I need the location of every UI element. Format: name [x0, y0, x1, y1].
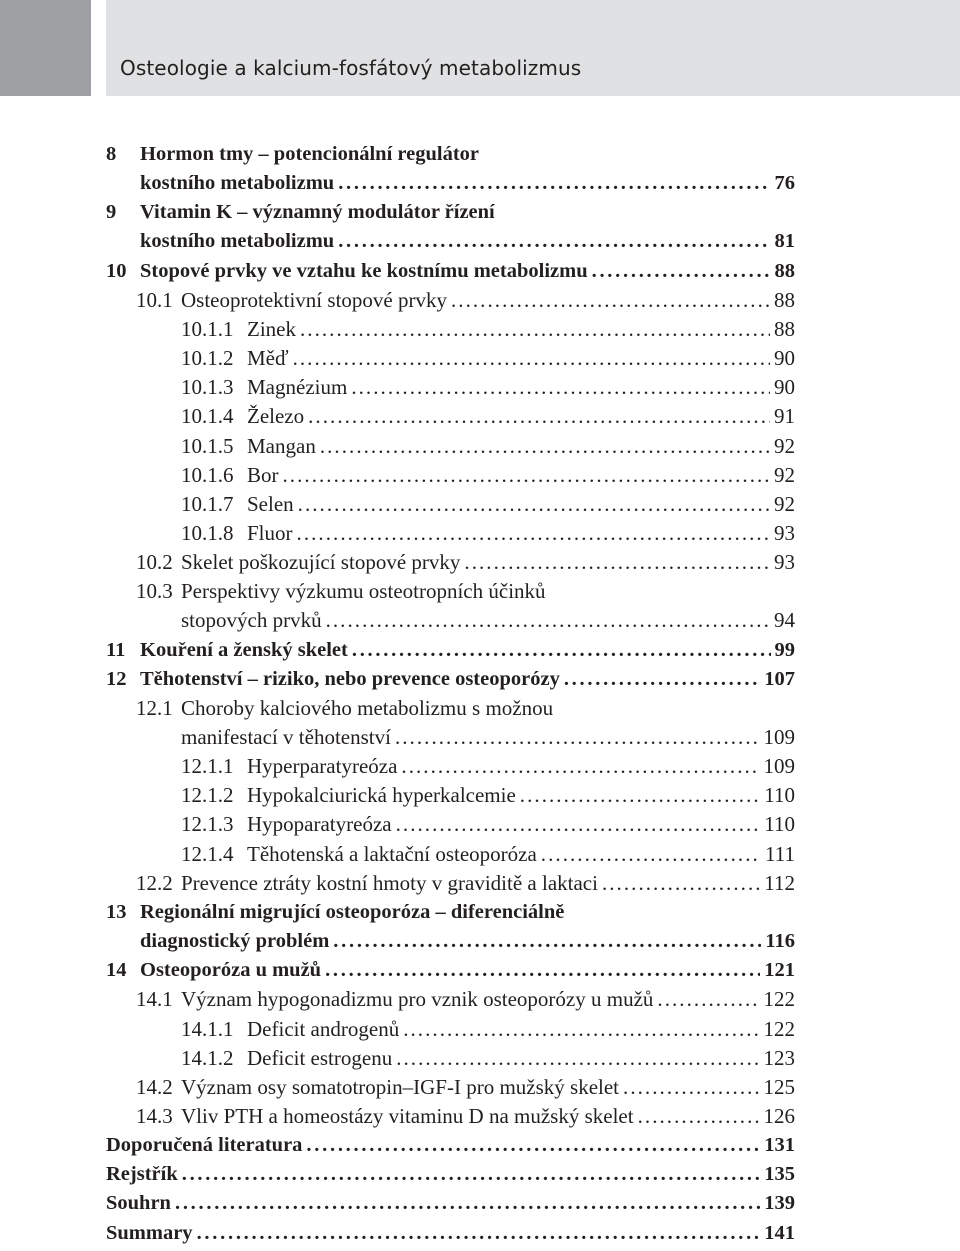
toc-entry[interactable] [106, 665, 795, 694]
toc-entry-title: Regionální migrující osteoporóza – diferenciálně [140, 900, 565, 923]
toc-entry-title: Hypoparatyreóza [247, 812, 392, 837]
toc-entry[interactable] [106, 898, 795, 927]
toc-entry[interactable] [106, 606, 795, 635]
toc-leader-dots [623, 1073, 759, 1102]
toc-page-number: 109 [763, 725, 795, 749]
toc-entry[interactable] [106, 257, 795, 286]
toc-entry-number: 10.3 [136, 579, 173, 604]
toc-leader-dots [352, 636, 771, 665]
toc-entry-title: Prevence ztráty kostní hmoty v graviditě a laktaci [181, 870, 598, 895]
toc-leader-dots [338, 227, 770, 256]
toc-entry-title: Skelet poškozující stopové prvky [181, 550, 461, 575]
toc-entry-title: Hypokalciurická hyperkalcemie [247, 783, 516, 808]
running-head: Osteologie a kalcium-fosfátový metabolizmus [120, 56, 582, 80]
toc-leader-dots [541, 840, 761, 869]
toc-entry-number: 10.2 [136, 550, 173, 575]
toc-entry-title: Doporučená literatura [106, 1134, 303, 1157]
toc-page-number: 112 [764, 870, 795, 895]
toc-page-number: 92 [774, 491, 795, 516]
toc-page-number: 88 [774, 316, 795, 341]
toc-page-number: 135 [764, 1163, 795, 1186]
toc-page-number: 110 [764, 783, 795, 808]
toc-page-number: 111 [765, 841, 795, 866]
toc-entry[interactable] [106, 869, 795, 898]
toc-entry-title: Deficit estrogenu [247, 1045, 393, 1070]
toc-page-number: 81 [774, 230, 795, 253]
toc-leader-dots [451, 286, 770, 315]
toc-page-number: 122 [763, 987, 795, 1012]
toc-entry-title: Osteoporóza u mužů [140, 959, 322, 982]
toc-page-number: 131 [764, 1134, 795, 1157]
toc-page-number: 88 [774, 287, 795, 312]
toc-entry-number: 11 [106, 638, 126, 661]
toc-leader-dots [283, 461, 771, 490]
toc-entry-number: 10.1.1 [181, 316, 234, 341]
toc-entry[interactable] [106, 315, 795, 344]
toc-page-number: 94 [774, 608, 795, 633]
corner-block [0, 0, 91, 96]
toc-entry[interactable] [106, 781, 795, 810]
toc-entry-number: 13 [106, 900, 127, 923]
toc-entry-title: diagnostický problém [140, 930, 330, 953]
toc-entry[interactable] [106, 1102, 795, 1131]
toc-entry-number: 10.1.2 [181, 346, 234, 371]
toc-entry[interactable] [106, 227, 795, 256]
toc-entry-title: Mangan [247, 433, 316, 458]
toc-leader-dots [638, 1102, 760, 1131]
toc-leader-dots [657, 985, 759, 1014]
toc-entry-title: Význam osy somatotropin–IGF-I pro mužský skelet [181, 1074, 620, 1099]
toc-entry-title: kostního metabolizmu [140, 172, 335, 195]
toc-entry-title: stopových prvků [181, 608, 322, 633]
toc-entry-title: Hyperparatyreóza [247, 754, 398, 779]
toc-leader-dots [401, 752, 759, 781]
toc-entry[interactable] [106, 1131, 795, 1160]
toc-entry[interactable] [106, 169, 795, 198]
toc-leader-dots [308, 402, 770, 431]
toc-entry-number: 10.1.6 [181, 462, 234, 487]
toc-page-number: 125 [763, 1074, 795, 1099]
toc-entry-number: 14.1.1 [181, 1016, 234, 1041]
toc-entry-number: 10 [106, 259, 127, 282]
toc-entry-title: Choroby kalciového metabolizmu s možnou [181, 695, 554, 720]
toc-page-number: 123 [763, 1045, 795, 1070]
toc-entry-title: Deficit androgenů [247, 1016, 400, 1041]
toc-entry-number: 12.1.2 [181, 783, 234, 808]
toc-entry-number: 12.1.3 [181, 812, 234, 837]
toc-entry[interactable] [106, 461, 795, 490]
toc-entry-number: 12.1.4 [181, 841, 234, 866]
toc-entry[interactable] [106, 956, 795, 985]
toc-entry[interactable] [106, 548, 795, 577]
toc-entry[interactable] [106, 985, 795, 1014]
toc-entry-number: 14.2 [136, 1074, 173, 1099]
toc-leader-dots [300, 315, 770, 344]
toc-entry[interactable] [106, 810, 795, 839]
header-band [106, 0, 960, 96]
toc-entry[interactable] [106, 1044, 795, 1073]
toc-entry[interactable] [106, 723, 795, 752]
toc-leader-dots [175, 1189, 760, 1218]
toc-entry-number: 12.1.1 [181, 754, 234, 779]
toc-leader-dots [333, 927, 761, 956]
toc-leader-dots [297, 519, 770, 548]
toc-page-number: 76 [774, 172, 795, 195]
toc-page-number: 92 [774, 433, 795, 458]
toc-entry-number: 12.1 [136, 695, 173, 720]
toc-entry[interactable] [106, 286, 795, 315]
toc-leader-dots [351, 373, 770, 402]
toc-leader-dots [320, 432, 770, 461]
toc-page-number: 88 [774, 259, 795, 282]
toc-entry-number: 14 [106, 959, 127, 982]
toc-page-number: 126 [763, 1103, 795, 1128]
toc-entry-number: 14.1 [136, 987, 173, 1012]
toc-leader-dots [182, 1160, 761, 1189]
toc-entry[interactable] [106, 140, 795, 169]
toc-leader-dots [325, 956, 760, 985]
toc-entry[interactable] [106, 490, 795, 519]
toc-entry[interactable] [106, 840, 795, 869]
toc-page-number: 109 [763, 754, 795, 779]
toc-entry-number: 12 [106, 667, 127, 690]
toc-page-number: 91 [774, 404, 795, 429]
toc-entry-number: 9 [106, 201, 117, 224]
toc-entry-title: Summary [106, 1221, 193, 1244]
toc-leader-dots [520, 781, 760, 810]
toc-entry-number: 10.1.8 [181, 520, 234, 545]
toc-leader-dots [197, 1219, 761, 1248]
toc-page-number: 90 [774, 375, 795, 400]
toc-entry-number: 10.1.3 [181, 375, 234, 400]
toc-entry-title: Význam hypogonadizmu pro vznik osteoporózy u mužů [181, 987, 654, 1012]
toc-entry[interactable] [106, 198, 795, 227]
toc-entry-number: 14.3 [136, 1103, 173, 1128]
toc-entry[interactable] [106, 344, 795, 373]
toc-page-number: 139 [764, 1192, 795, 1215]
toc-entry[interactable] [106, 1015, 795, 1044]
toc-entry-title: Perspektivy výzkumu osteotropních účinků [181, 579, 546, 604]
toc-entry[interactable] [106, 752, 795, 781]
toc-entry-title: Měď [247, 346, 289, 371]
toc-leader-dots [403, 1015, 759, 1044]
toc-entry-title: manifestací v těhotenství [181, 725, 391, 749]
toc-leader-dots [326, 606, 770, 635]
toc-page-number: 92 [774, 462, 795, 487]
toc-page-number: 93 [774, 550, 795, 575]
toc-entry-number: 8 [106, 143, 117, 165]
toc-leader-dots [396, 810, 761, 839]
toc-page-number: 93 [774, 520, 795, 545]
toc-entry[interactable] [106, 636, 795, 665]
toc-entry[interactable] [106, 519, 795, 548]
toc-leader-dots [396, 1044, 759, 1073]
toc-page-number: 107 [764, 667, 795, 690]
toc-page-number: 99 [774, 638, 795, 661]
toc-leader-dots [395, 723, 760, 752]
toc-entry[interactable] [106, 1189, 795, 1218]
toc-entry-number: 10.1.5 [181, 433, 234, 458]
toc-leader-dots [298, 490, 770, 519]
toc-page-number: 110 [764, 812, 795, 837]
toc-entry-title: Hormon tmy – potencionální regulátor [140, 143, 479, 165]
toc-entry-title: Bor [247, 462, 279, 487]
toc-entry-title: Selen [247, 491, 294, 516]
toc-page-number: 121 [764, 959, 795, 982]
toc-entry-title: Kouření a ženský skelet [140, 638, 348, 661]
toc-leader-dots [306, 1131, 760, 1160]
toc-page-number: 90 [774, 346, 795, 371]
toc-entry-title: Vitamin K – významný modulátor řízení [140, 201, 495, 224]
toc-leader-dots [464, 548, 770, 577]
toc-entry-number: 10.1.4 [181, 404, 234, 429]
toc-entry-title: Fluor [247, 520, 293, 545]
toc-entry-title: Železo [247, 404, 305, 429]
toc-entry-title: Stopové prvky ve vztahu ke kostnímu metabolizmu [140, 259, 588, 282]
toc-entry[interactable] [106, 1073, 795, 1102]
toc-entry-title: Magnézium [247, 375, 348, 400]
toc-leader-dots [338, 169, 770, 198]
toc-leader-dots [602, 869, 760, 898]
toc-entry-title: Vliv PTH a homeostázy vitaminu D na mužský skelet [181, 1103, 634, 1128]
toc-entry-number: 14.1.2 [181, 1045, 234, 1070]
toc-entry-title: Těhotenství – riziko, nebo prevence osteoporózy [140, 667, 560, 690]
toc-entry-title: Těhotenská a laktační osteoporóza [247, 841, 537, 866]
toc-entry[interactable] [106, 1219, 795, 1248]
toc-leader-dots [293, 344, 770, 373]
toc-leader-dots [564, 665, 760, 694]
toc-page-number: 122 [763, 1016, 795, 1041]
toc-leader-dots [592, 257, 771, 286]
toc-entry[interactable] [106, 1160, 795, 1189]
toc-entry-title: kostního metabolizmu [140, 230, 335, 253]
toc-page-number: 141 [764, 1221, 795, 1244]
toc-entry-number: 10.1 [136, 287, 173, 312]
toc-entry-number: 10.1.7 [181, 491, 234, 516]
toc-entry-title: Souhrn [106, 1192, 171, 1215]
toc-page-number: 116 [765, 930, 795, 953]
toc-entry-title: Rejstřík [106, 1163, 178, 1186]
toc-entry-title: Osteoprotektivní stopové prvky [181, 287, 447, 312]
toc-entry-title: Zinek [247, 316, 296, 341]
toc-entry[interactable] [106, 577, 795, 606]
toc-entry[interactable] [106, 373, 795, 402]
toc-entry[interactable] [106, 402, 795, 431]
toc-entry[interactable] [106, 432, 795, 461]
toc-entry-number: 12.2 [136, 870, 173, 895]
toc-entry[interactable] [106, 927, 795, 956]
toc-entry[interactable] [106, 694, 795, 723]
